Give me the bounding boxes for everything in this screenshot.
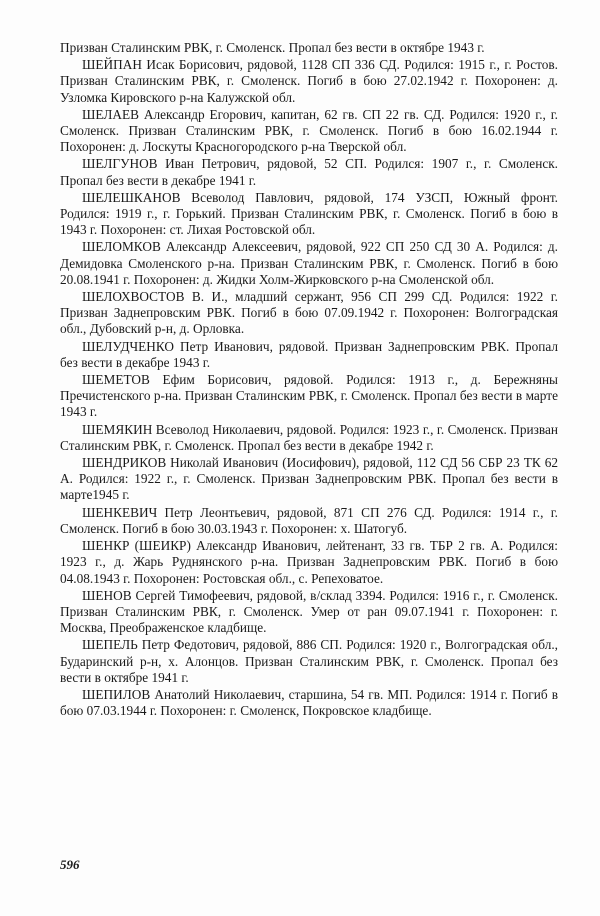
entry-shepilov: ШЕПИЛОВ Анатолий Николаевич, старшина, 54 гв. МП. Родился: 1914 г. Погиб в бою 07.03.1944 г. Похоронен: г. Смоленск, Покровское кладбище. (60, 686, 558, 719)
entry-shendrikov: ШЕНДРИКОВ Николай Иванович (Иосифович), рядовой, 112 СД 56 СБР 23 ТК 62 А. Родился: 1922 г., г. Смоленск. Призван Заднепровским РВК. Пропал без вести в марте1945 г. (60, 455, 558, 503)
memorial-entry-list (60, 40, 558, 720)
entry-continuation: Призван Сталинским РВК, г. Смоленск. Пропал без вести в октябре 1943 г. (60, 40, 485, 55)
entry-sheipan: ШЕЙПАН Исак Борисович, рядовой, 1128 СП 336 СД. Родился: 1915 г., г. Ростов. Призван Сталинским РВК, г. Смоленск. Погиб в бою 27.02.1942 г. Похоронен: д. Узломка Кировского р-на Калужской обл. (60, 57, 558, 105)
entry-shelomkov: ШЕЛОМКОВ Александр Алексеевич, рядовой, 922 СП 250 СД 30 А. Родился: д. Демидовка Смоленского р-на. Призван Сталинским РВК, г. Смоленск. Погиб в бою 20.08.1941 г. Похоронен: д. Жидки Холм-Жирковского р-на Смоленской обл. (60, 239, 558, 287)
entry-shelaev: ШЕЛАЕВ Александр Егорович, капитан, 62 гв. СП 22 гв. СД. Родился: 1920 г., г. Смоленск. Призван Сталинским РВК, г. Смоленск. Погиб в бою 16.02.1944 г. Похоронен: д. Лоскуты Красногородского р-на Тверской обл. (60, 106, 558, 155)
entry-sheludchenko: ШЕЛУДЧЕНКО Петр Иванович, рядовой. Призван Заднепровским РВК. Пропал без вести в декабре 1943 г. (60, 338, 558, 370)
entry-shelgunov: ШЕЛГУНОВ Иван Петрович, рядовой, 52 СП. Родился: 1907 г., г. Смоленск. Пропал без вести в декабре 1941 г. (60, 156, 558, 188)
entry-sheleshkanov: ШЕЛЕШКАНОВ Всеволод Павлович, рядовой, 174 УЗСП, Южный фронт. Родился: 1919 г., г. Горький. Призван Сталинским РВК, г. Смоленск. Погиб в бою в 1943 г. Похоронен: ст. Лихая Ростовской обл. (60, 189, 558, 238)
entry-shemyakin: ШЕМЯКИН Всеволод Николаевич, рядовой. Родился: 1923 г., г. Смоленск. Призван Сталинским РВК, г. Смоленск. Пропал без вести в декабре 1942 г. (60, 421, 558, 453)
entry-shelokhvostov: ШЕЛОХВОСТОВ В. И., младший сержант, 956 СП 299 СД. Родился: 1922 г. Призван Заднепровским РВК. Погиб в бою 07.09.1942 г. Похоронен: Волгоградская обл., Дубовский р-н, д. Орловка. (60, 289, 558, 337)
entry-shenov: ШЕНОВ Сергей Тимофеевич, рядовой, в/склад 3394. Родился: 1916 г., г. Смоленск. Призван Сталинским РВК, г. Смоленск. Умер от ран 09.07.1941 г. Похоронен: г. Москва, Преображенское кладбище. (60, 587, 558, 636)
page-number: 596 (60, 857, 80, 872)
entry-shenkevich: ШЕНКЕВИЧ Петр Леонтьевич, рядовой, 871 СП 276 СД. Родился: 1914 г., г. Смоленск. Погиб в бою 30.03.1943 г. Похоронен: х. Шатогуб. (60, 504, 558, 536)
entry-shenkr: ШЕНКР (ШЕИКР) Александр Иванович, лейтенант, 33 гв. ТБР 2 гв. А. Родился: 1923 г., д. Жарь Руднянского р-на. Призван Заднепровским РВК. Погиб в бою 04.08.1943 г. Похоронен: Ростовская обл., с. Репеховатое. (60, 538, 558, 586)
entry-shepel: ШЕПЕЛЬ Петр Федотович, рядовой, 886 СП. Родился: 1920 г., Волгоградская обл., Бударинский р-н, х. Алонцов. Призван Сталинским РВК, г. Смоленск. Пропал без вести в октябре 1941 г. (60, 637, 558, 685)
entry-shemetov: ШЕМЕТОВ Ефим Борисович, рядовой. Родился: 1913 г., д. Бережняны Пречистенского р-на. Призван Сталинским РВК, г. Смоленск. Пропал без вести в марте 1943 г. (60, 372, 558, 420)
